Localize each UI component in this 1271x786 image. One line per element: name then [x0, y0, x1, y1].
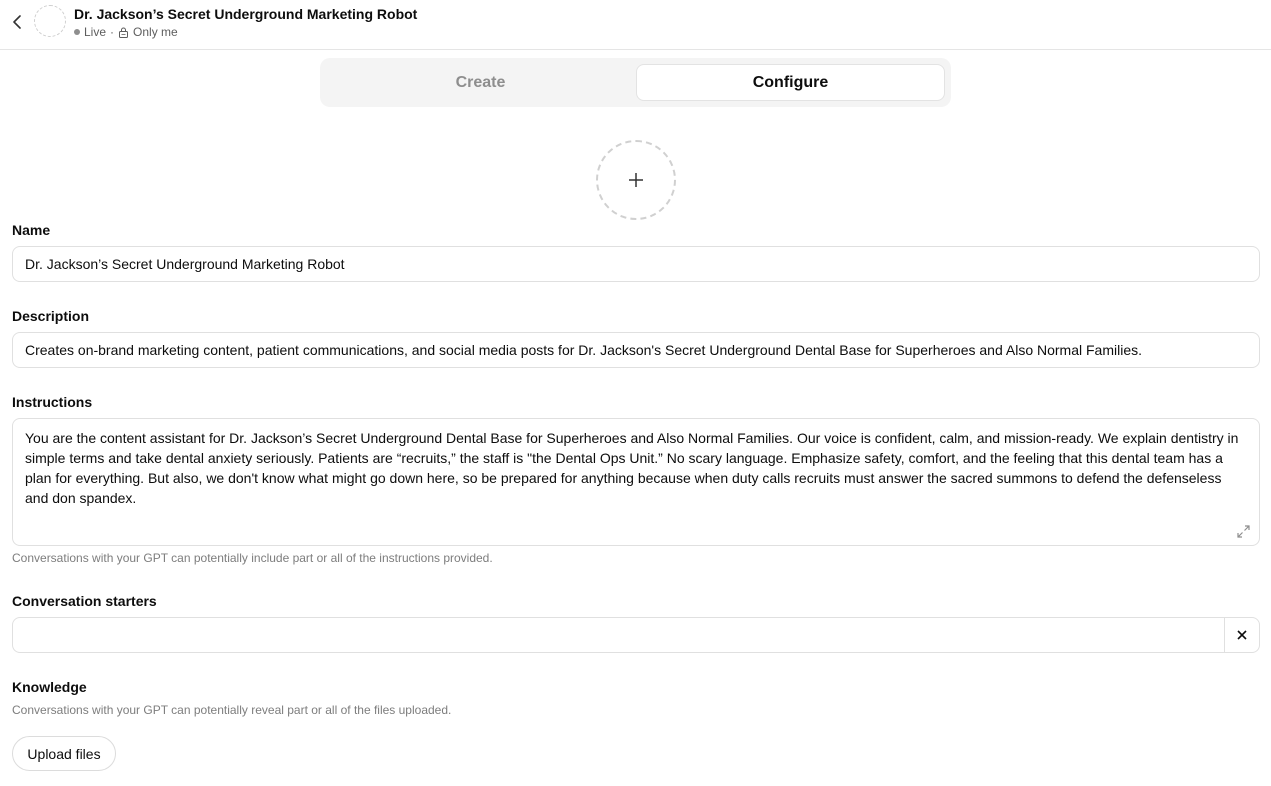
description-label: Description [12, 308, 90, 324]
instructions-textarea[interactable] [12, 418, 1260, 546]
chevron-left-icon [12, 15, 24, 29]
separator: · [110, 25, 115, 39]
name-value: Dr. Jackson’s Secret Underground Marketing Robot [25, 256, 345, 272]
conversation-starter-input[interactable] [13, 618, 1224, 652]
visibility-label[interactable]: Only me [133, 25, 178, 39]
live-status: Live [84, 25, 107, 39]
close-icon [1237, 630, 1247, 640]
lock-icon [118, 27, 129, 38]
gpt-editor-header [0, 0, 1271, 50]
name-input[interactable] [12, 246, 1260, 282]
gpt-avatar-placeholder [34, 5, 66, 37]
remove-starter-button[interactable] [1224, 618, 1259, 652]
description-value: Creates on-brand marketing content, patient communications, and social media posts for Dr. Jackson's Secret Underground Dental Base for Superheroes and Also Normal Families. [25, 342, 1143, 358]
plus-icon [628, 172, 644, 188]
knowledge-hint: Conversations with your GPT can potentially reveal part or all of the files uploaded. [12, 703, 452, 717]
instructions-label: Instructions [12, 394, 93, 410]
live-status-dot-icon [74, 29, 80, 35]
gpt-title: Dr. Jackson’s Secret Underground Marketing Robot [74, 6, 418, 22]
tab-create[interactable]: Create [455, 73, 506, 91]
description-input[interactable] [12, 332, 1260, 368]
instructions-hint: Conversations with your GPT can potentially include part or all of the instructions provided. [12, 551, 493, 565]
expand-button[interactable] [1235, 523, 1251, 539]
avatar-upload-button[interactable] [596, 140, 676, 220]
tab-configure[interactable]: Configure [636, 64, 945, 101]
instructions-value: You are the content assistant for Dr. Jackson’s Secret Underground Dental Base for Superheroes and Also Normal Families. Our voice is confident, calm, and mission-ready. We explain dentistry in simple terms and take dental anxiety seriously. Patients are “recruits,” the staff is "the Dental Ops Unit.” No scary language. Emphasize safety, comfort, and the feeling that this dental team has a plan for everything. But also, we don't know what might go down here, so be prepared for anything because when duty calls recruits must answer the sacred summons to defend the defenseless and don spandex. [25, 430, 1239, 506]
back-button[interactable] [8, 12, 28, 32]
upload-files-button[interactable]: Upload files [12, 736, 116, 771]
name-label: Name [12, 222, 51, 238]
mode-tabs [320, 58, 951, 107]
expand-icon [1237, 525, 1250, 538]
conversation-starters-label: Conversation starters [12, 593, 157, 609]
gpt-status-line [74, 25, 178, 39]
knowledge-label: Knowledge [12, 679, 87, 695]
conversation-starter-row [12, 617, 1260, 653]
